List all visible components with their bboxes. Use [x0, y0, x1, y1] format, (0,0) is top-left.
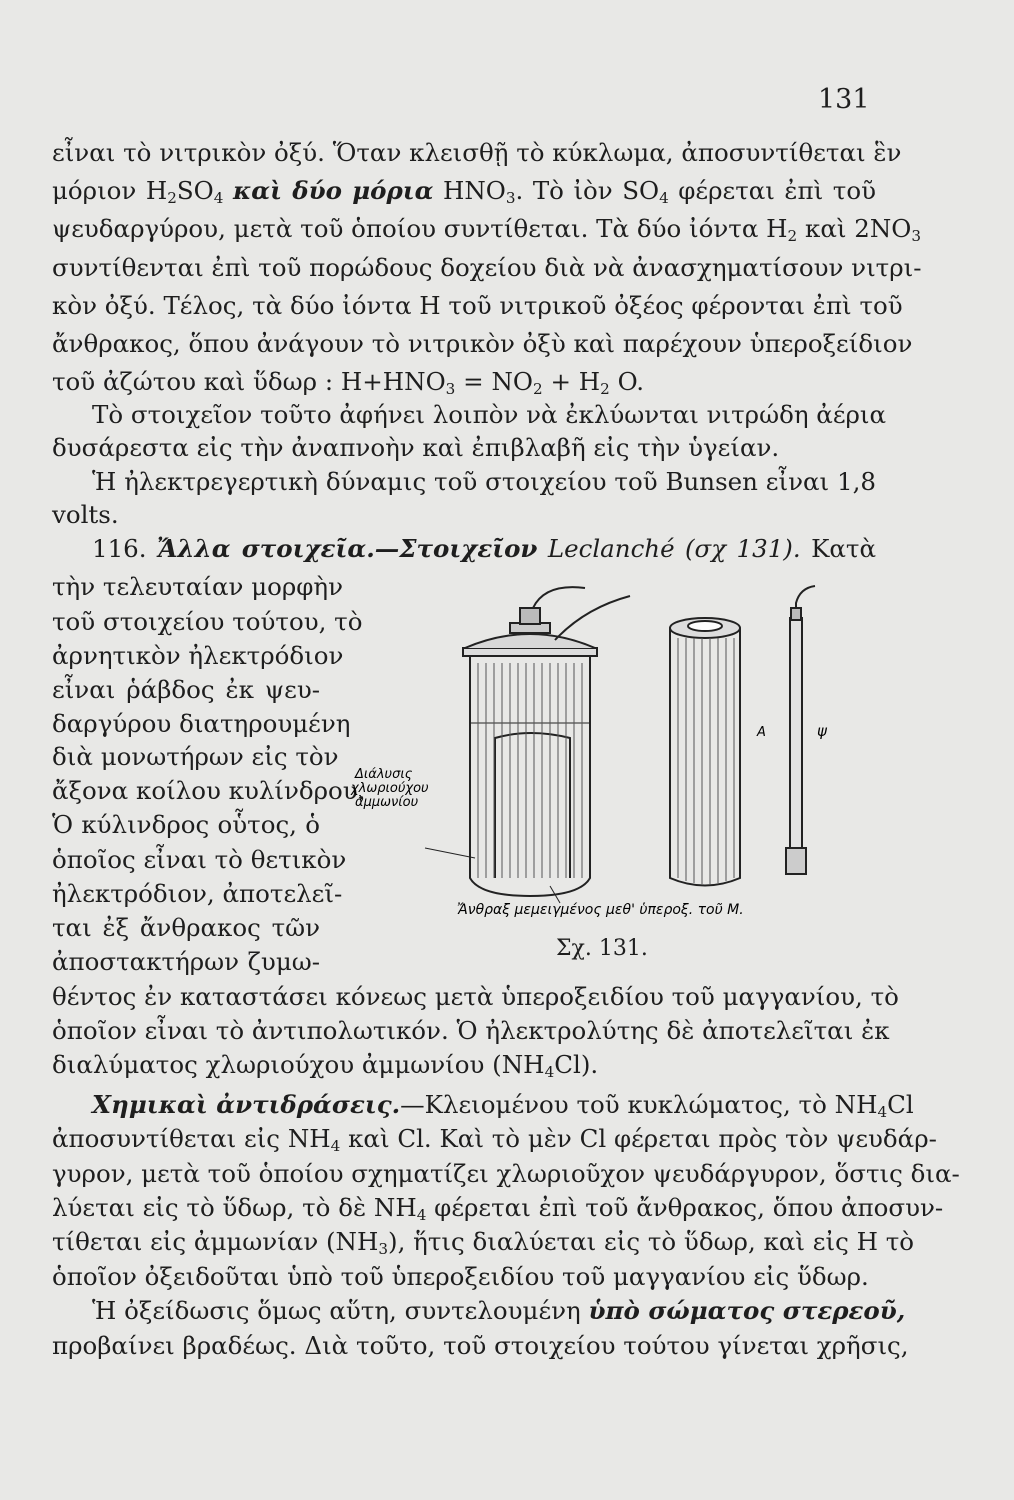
- text-segment: Ἡ ὀξείδωσις ὅμως αὕτη, συντελουμένη: [92, 1296, 589, 1325]
- text-segment: Cl).: [554, 1050, 599, 1079]
- text-line: [52, 807, 320, 843]
- text-segment: γυρον, μετὰ τοῦ ὁποίου σχηματίζει χλωριοῦχον ψευδάργυρον, ὅστις δια-: [52, 1159, 960, 1188]
- text-segment: = NO: [455, 367, 533, 396]
- text-segment: συντίθενται ἐπὶ τοῦ πορώδους δοχείου διὰ νὰ ἀνασχηματίσουν νιτρι-: [52, 253, 922, 282]
- text-segment: ἀποστακτήρων ζυμω-: [52, 947, 320, 976]
- text-segment: Τὸ στοιχεῖον τοῦτο ἀφήνει λοιπὸν νὰ ἐκλύωνται νιτρώδη ἀέρια: [92, 400, 887, 429]
- text-line: [52, 672, 320, 708]
- glass-jar-illustration: [463, 587, 630, 896]
- text-line: [52, 364, 876, 400]
- text-segment: ὁποῖος εἶναι τὸ θετικὸν: [52, 845, 347, 874]
- text-line: [52, 211, 922, 247]
- text-segment: + H: [542, 367, 601, 396]
- text-segment: [223, 176, 233, 205]
- text-segment: 4: [330, 1136, 341, 1155]
- text-line: [52, 531, 876, 567]
- text-segment: ἀποσυντίθεται εἰς NH: [52, 1124, 331, 1153]
- page-number: 131: [818, 84, 870, 115]
- text-segment: εἶναι τὸ νιτρικὸν ὀξύ. Ὅταν κλεισθῇ τὸ κύκλωμα, ἀποσυντίθεται ἓν: [52, 138, 902, 167]
- text-segment: O.: [609, 367, 645, 396]
- text-line: [52, 1293, 906, 1329]
- text-segment: ἀρνητικὸν ἠλεκτρόδιον: [52, 641, 344, 670]
- text-line: [52, 430, 876, 466]
- figure-label-a: A: [757, 725, 766, 740]
- text-segment: volts.: [52, 500, 119, 529]
- text-segment: 2: [787, 226, 798, 245]
- text-segment: καὶ Cl. Καὶ τὸ μὲν Cl φέρεται πρὸς τὸν ψευδάρ-: [340, 1124, 937, 1153]
- text-segment: 116.: [92, 534, 157, 563]
- text-line: [52, 1190, 944, 1226]
- text-segment: θέντος ἐν καταστάσει κόνεως μετὰ ὑπεροξειδίου τοῦ μαγγανίου, τὸ: [52, 982, 899, 1011]
- text-line: [52, 497, 876, 533]
- text-segment: 2: [167, 188, 177, 207]
- text-segment: προβαίνει βραδέως. Διὰ τοῦτο, τοῦ στοιχείου τούτου γίνεται χρῆσις,: [52, 1331, 909, 1360]
- text-segment: . Τὸ ἰὸν SO: [515, 176, 660, 205]
- text-segment: διὰ μονωτήρων εἰς τὸν: [52, 742, 339, 771]
- text-line: [52, 397, 887, 433]
- text-segment: ὁποῖον εἶναι τὸ ἀντιπολωτικόν. Ὁ ἠλεκτρολύτης δὲ ἀποτελεῖται ἐκ: [52, 1016, 890, 1045]
- text-segment: δυσάρεστα εἰς τὴν ἀναπνοὴν καὶ ἐπιβλαβῆ εἰς τὴν ὑγείαν.: [52, 433, 780, 462]
- text-segment: ψευδαργύρου, μετὰ τοῦ ὁποίου συντίθεται. Τὰ δύο ἰόντα H: [52, 214, 788, 243]
- text-segment: —Κλειομένου τοῦ κυκλώματος, τὸ NH: [400, 1090, 878, 1119]
- text-line: [52, 706, 351, 742]
- text-segment: διαλύματος χλωριούχου ἀμμωνίου (NH: [52, 1050, 545, 1079]
- text-segment: 3: [505, 188, 516, 207]
- text-segment: [537, 534, 547, 563]
- figure-caption: Σχ. 131.: [556, 936, 648, 961]
- text-segment: καὶ 2NO: [797, 214, 912, 243]
- text-segment: τοῦ ἀζώτου καὶ ὕδωρ : H+HNO: [52, 367, 446, 396]
- text-segment: Leclanché (σχ 131).: [547, 534, 801, 563]
- text-segment: 3: [445, 379, 456, 398]
- figure-label-solution-3: ἀμμωνίου: [355, 795, 419, 810]
- text-line: [52, 910, 320, 946]
- leclanche-cell-figure: [345, 578, 865, 998]
- text-line: [52, 604, 363, 640]
- text-line: [52, 250, 922, 286]
- text-segment: 4: [213, 188, 224, 207]
- text-segment: Ἡ ἠλεκτρεγερτικὴ δύναμις τοῦ στοιχείου τοῦ Bunsen εἶναι 1,8: [92, 467, 876, 496]
- text-line: [52, 638, 344, 674]
- text-segment: Χημικαὶ ἀντιδράσεις.: [92, 1090, 401, 1119]
- text-line: [52, 944, 320, 980]
- text-segment: 4: [544, 1062, 555, 1081]
- figure-label-carbon: Ἄνθραξ μεμειγμένος μεθ' ὑπεροξ. τοῦ Μ.: [457, 902, 744, 918]
- text-line: [52, 464, 876, 500]
- text-segment: SO: [176, 176, 214, 205]
- zinc-rod-illustration: [786, 586, 815, 874]
- text-segment: τίθεται εἰς ἀμμωνίαν (NH: [52, 1227, 379, 1256]
- text-segment: 2: [600, 379, 610, 398]
- text-segment: ἄξονα κοίλου κυλίνδρου.: [52, 776, 366, 805]
- text-line: [52, 1087, 914, 1123]
- text-segment: Ὁ κύλινδρος οὗτος, ὁ: [52, 810, 320, 839]
- text-segment: φέρεται ἐπὶ τοῦ: [668, 176, 876, 205]
- text-segment: ἄνθρακος, ὅπου ἀνάγουν τὸ νιτρικὸν ὀξὺ καὶ παρέχουν ὑπεροξείδιον: [52, 329, 913, 358]
- figure-label-psi: ψ: [817, 722, 827, 740]
- text-segment: τὴν τελευταίαν μορφὴν: [52, 572, 344, 601]
- figure-label-solution-2: χλωριούχου: [351, 781, 429, 796]
- text-line: [52, 773, 366, 809]
- text-line: [52, 135, 902, 171]
- text-line: [52, 326, 913, 362]
- text-segment: 3: [378, 1239, 389, 1258]
- text-segment: ὑπὸ σώματος στερεοῦ,: [588, 1296, 906, 1325]
- text-line: [52, 288, 903, 324]
- text-segment: 4: [416, 1205, 427, 1224]
- text-line: [52, 1156, 960, 1192]
- text-line: [52, 1047, 876, 1083]
- text-segment: δαργύρου διατηρουμένη: [52, 709, 351, 738]
- text-segment: 4: [877, 1102, 888, 1121]
- text-line: [52, 842, 347, 878]
- text-segment: λύεται εἰς τὸ ὕδωρ, τὸ δὲ NH: [52, 1193, 417, 1222]
- text-segment: 4: [659, 188, 669, 207]
- text-line: [52, 1328, 909, 1364]
- text-segment: εἶναι ῥάβδος ἐκ ψευ-: [52, 675, 320, 704]
- text-segment: ται ἐξ ἄνθρακος τῶν: [52, 913, 320, 942]
- text-segment: HNO: [433, 176, 506, 205]
- text-line: [52, 739, 339, 775]
- text-segment: κὸν ὀξύ. Τέλος, τὰ δύο ἰόντα H τοῦ νιτρικοῦ ὀξέος φέρονται ἐπὶ τοῦ: [52, 291, 903, 320]
- text-line: [52, 1224, 915, 1260]
- text-segment: 2: [532, 379, 543, 398]
- text-segment: ὁποῖον ὀξειδοῦται ὑπὸ τοῦ ὑπεροξειδίου τοῦ μαγγανίου εἰς ὕδωρ.: [52, 1262, 869, 1291]
- text-line: [52, 876, 343, 912]
- text-segment: καὶ δύο μόρια: [232, 176, 434, 205]
- text-segment: Κατὰ: [800, 534, 877, 563]
- figure-label-solution-1: Διάλυσις: [355, 767, 413, 782]
- text-segment: ), ἥτις διαλύεται εἰς τὸ ὕδωρ, καὶ εἰς H τὸ: [388, 1227, 915, 1256]
- text-line: [52, 1013, 890, 1049]
- text-segment: Ἄλλα στοιχεῖα.—Στοιχεῖον: [156, 534, 538, 563]
- carbon-cylinder-illustration: [670, 618, 740, 886]
- text-line: [52, 1121, 937, 1157]
- text-line: [52, 173, 876, 209]
- text-segment: φέρεται ἐπὶ τοῦ ἄνθρακος, ὅπου ἀποσυν-: [426, 1193, 944, 1222]
- text-line: [52, 1259, 876, 1295]
- text-segment: μόριον H: [52, 176, 168, 205]
- text-segment: τοῦ στοιχείου τούτου, τὸ: [52, 607, 363, 636]
- text-segment: ἠλεκτρόδιον, ἀποτελεῖ-: [52, 879, 343, 908]
- text-line: [52, 569, 344, 605]
- text-segment: Cl: [887, 1090, 914, 1119]
- text-segment: 3: [911, 226, 922, 245]
